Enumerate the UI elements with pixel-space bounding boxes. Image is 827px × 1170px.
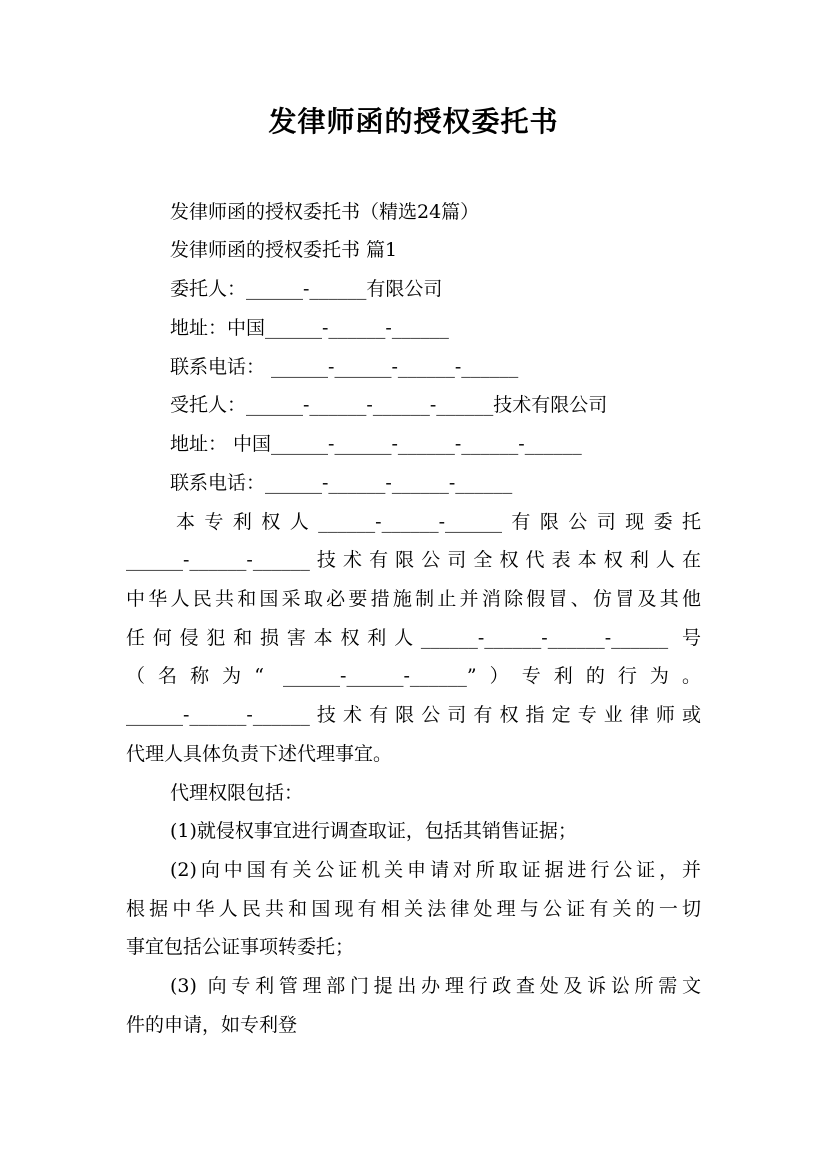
document-title: 发律师函的授权委托书	[268, 105, 559, 138]
principal-phone-line: 联系电话： ______-______-______-______	[170, 356, 519, 378]
paragraph-line: 任何侵犯和损害本权利人______-______-______-______ 号	[126, 627, 701, 649]
authority-item-2: (2)向中国有关公证机关申请对所取证据进行公证，并	[170, 859, 701, 881]
section-heading: 发律师函的授权委托书 篇1	[170, 239, 398, 261]
principal-address-line: 地址：中国______-______-______	[170, 317, 449, 339]
agent-phone-line: 联系电话：______-______-______-______	[170, 472, 513, 494]
paragraph-line: 代理人具体负责下述代理事宜。	[126, 743, 393, 765]
paragraph-line: 中华人民共和国采取必要措施制止并消除假冒、仿冒及其他	[126, 588, 701, 610]
authority-item-3: (3) 向专利管理部门提出办理行政查处及诉讼所需文	[170, 975, 701, 997]
document-subtitle: 发律师函的授权委托书（精选24篇）	[170, 201, 480, 223]
authority-item-2-continued: 根据中华人民共和国现有相关法律处理与公证有关的一切	[126, 898, 701, 920]
authority-item-1: (1)就侵权事宜进行调查取证，包括其销售证据；	[170, 820, 577, 842]
authority-heading: 代理权限包括：	[170, 782, 304, 804]
authority-item-3-continued: 件的申请，如专利登	[126, 1014, 298, 1036]
principal-line: 委托人：______-______有限公司	[170, 278, 443, 300]
agent-address-line: 地址： 中国______-______-______-______-______	[170, 433, 582, 455]
paragraph-line: ______-______-______技术有限公司全权代表本权利人在	[126, 549, 701, 571]
paragraph-line: 本专利权人______-______-______有限公司现委托	[176, 511, 701, 533]
paragraph-line: （名称为“ ______-______-______”）专利的行为。	[126, 665, 701, 687]
authority-item-2-continued: 事宜包括公证事项转委托；	[126, 936, 355, 958]
agent-line: 受托人：______-______-______-______技术有限公司	[170, 394, 608, 416]
paragraph-line: ______-______-______技术有限公司有权指定专业律师或	[126, 704, 701, 726]
